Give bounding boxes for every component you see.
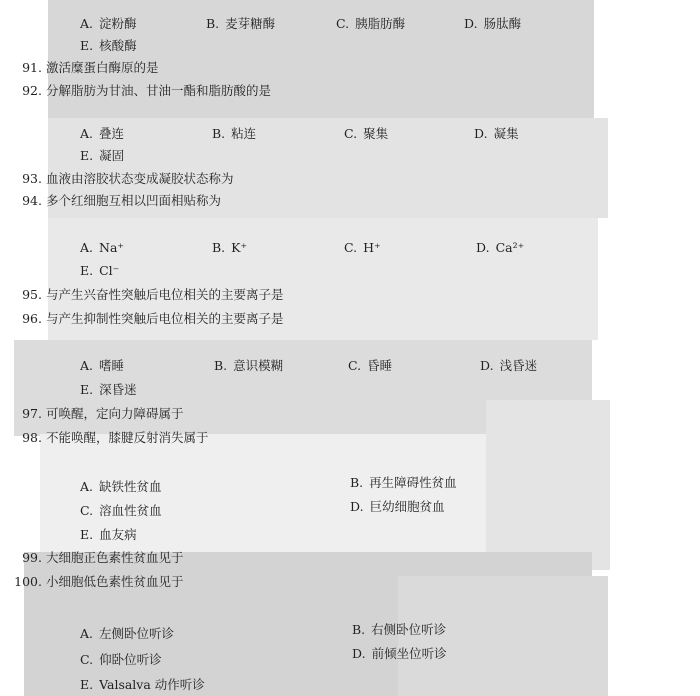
option-c: C. 胰脂肪酶 xyxy=(336,16,406,31)
option-d: D. Ca²⁺ xyxy=(476,240,525,255)
option-e: E. 血友病 xyxy=(80,527,137,542)
question-100: 100. 小细胞低色素性贫血见于 xyxy=(14,574,184,589)
option-d: D. 凝集 xyxy=(474,126,519,141)
option-a: A. 叠连 xyxy=(80,126,125,141)
option-b: B. 右侧卧位听诊 xyxy=(352,622,447,637)
question-92: 92. 分解脂肪为甘油、甘油一酯和脂肪酸的是 xyxy=(22,83,272,98)
option-d: D. 浅昏迷 xyxy=(480,358,538,373)
option-b: B. 麦芽糖酶 xyxy=(206,16,276,31)
option-a: A. 淀粉酶 xyxy=(80,16,137,31)
option-b: B. K⁺ xyxy=(212,240,248,255)
option-a: A. 嗜睡 xyxy=(80,358,125,373)
option-a: A. 左侧卧位听诊 xyxy=(80,626,175,641)
option-d: D. 肠肽酶 xyxy=(464,16,522,31)
option-e: E. 凝固 xyxy=(80,148,125,163)
option-c: C. 聚集 xyxy=(344,126,389,141)
option-c: C. H⁺ xyxy=(344,240,381,255)
question-93: 93. 血液由溶胶状态变成凝胶状态称为 xyxy=(22,171,234,186)
option-c: C. 昏睡 xyxy=(348,358,393,373)
question-98: 98. 不能唤醒，膝腱反射消失属于 xyxy=(22,430,209,445)
option-a: A. 缺铁性贫血 xyxy=(80,479,162,494)
option-d: D. 前倾坐位听诊 xyxy=(352,646,447,661)
question-91: 91. 激活糜蛋白酶原的是 xyxy=(22,60,159,75)
option-a: A. Na⁺ xyxy=(80,240,125,255)
scan-patch xyxy=(486,400,610,570)
question-97: 97. 可唤醒，定向力障碍属于 xyxy=(22,406,184,421)
question-96: 96. 与产生抑制性突触后电位相关的主要离子是 xyxy=(22,311,284,326)
option-e: E. Cl⁻ xyxy=(80,263,120,278)
question-94: 94. 多个红细胞互相以凹面相贴称为 xyxy=(22,193,222,208)
option-e: E. 核酸酶 xyxy=(80,38,137,53)
option-b: B. 意识模糊 xyxy=(214,358,284,373)
question-95: 95. 与产生兴奋性突触后电位相关的主要离子是 xyxy=(22,287,284,302)
option-e: E. 深昏迷 xyxy=(80,382,137,397)
option-e: E. Valsalva 动作听诊 xyxy=(80,677,205,692)
option-c: C. 仰卧位听诊 xyxy=(80,652,162,667)
question-99: 99. 大细胞正色素性贫血见于 xyxy=(22,550,184,565)
option-b: B. 再生障碍性贫血 xyxy=(350,475,457,490)
option-b: B. 粘连 xyxy=(212,126,257,141)
option-d: D. 巨幼细胞贫血 xyxy=(350,499,445,514)
option-c: C. 溶血性贫血 xyxy=(80,503,162,518)
